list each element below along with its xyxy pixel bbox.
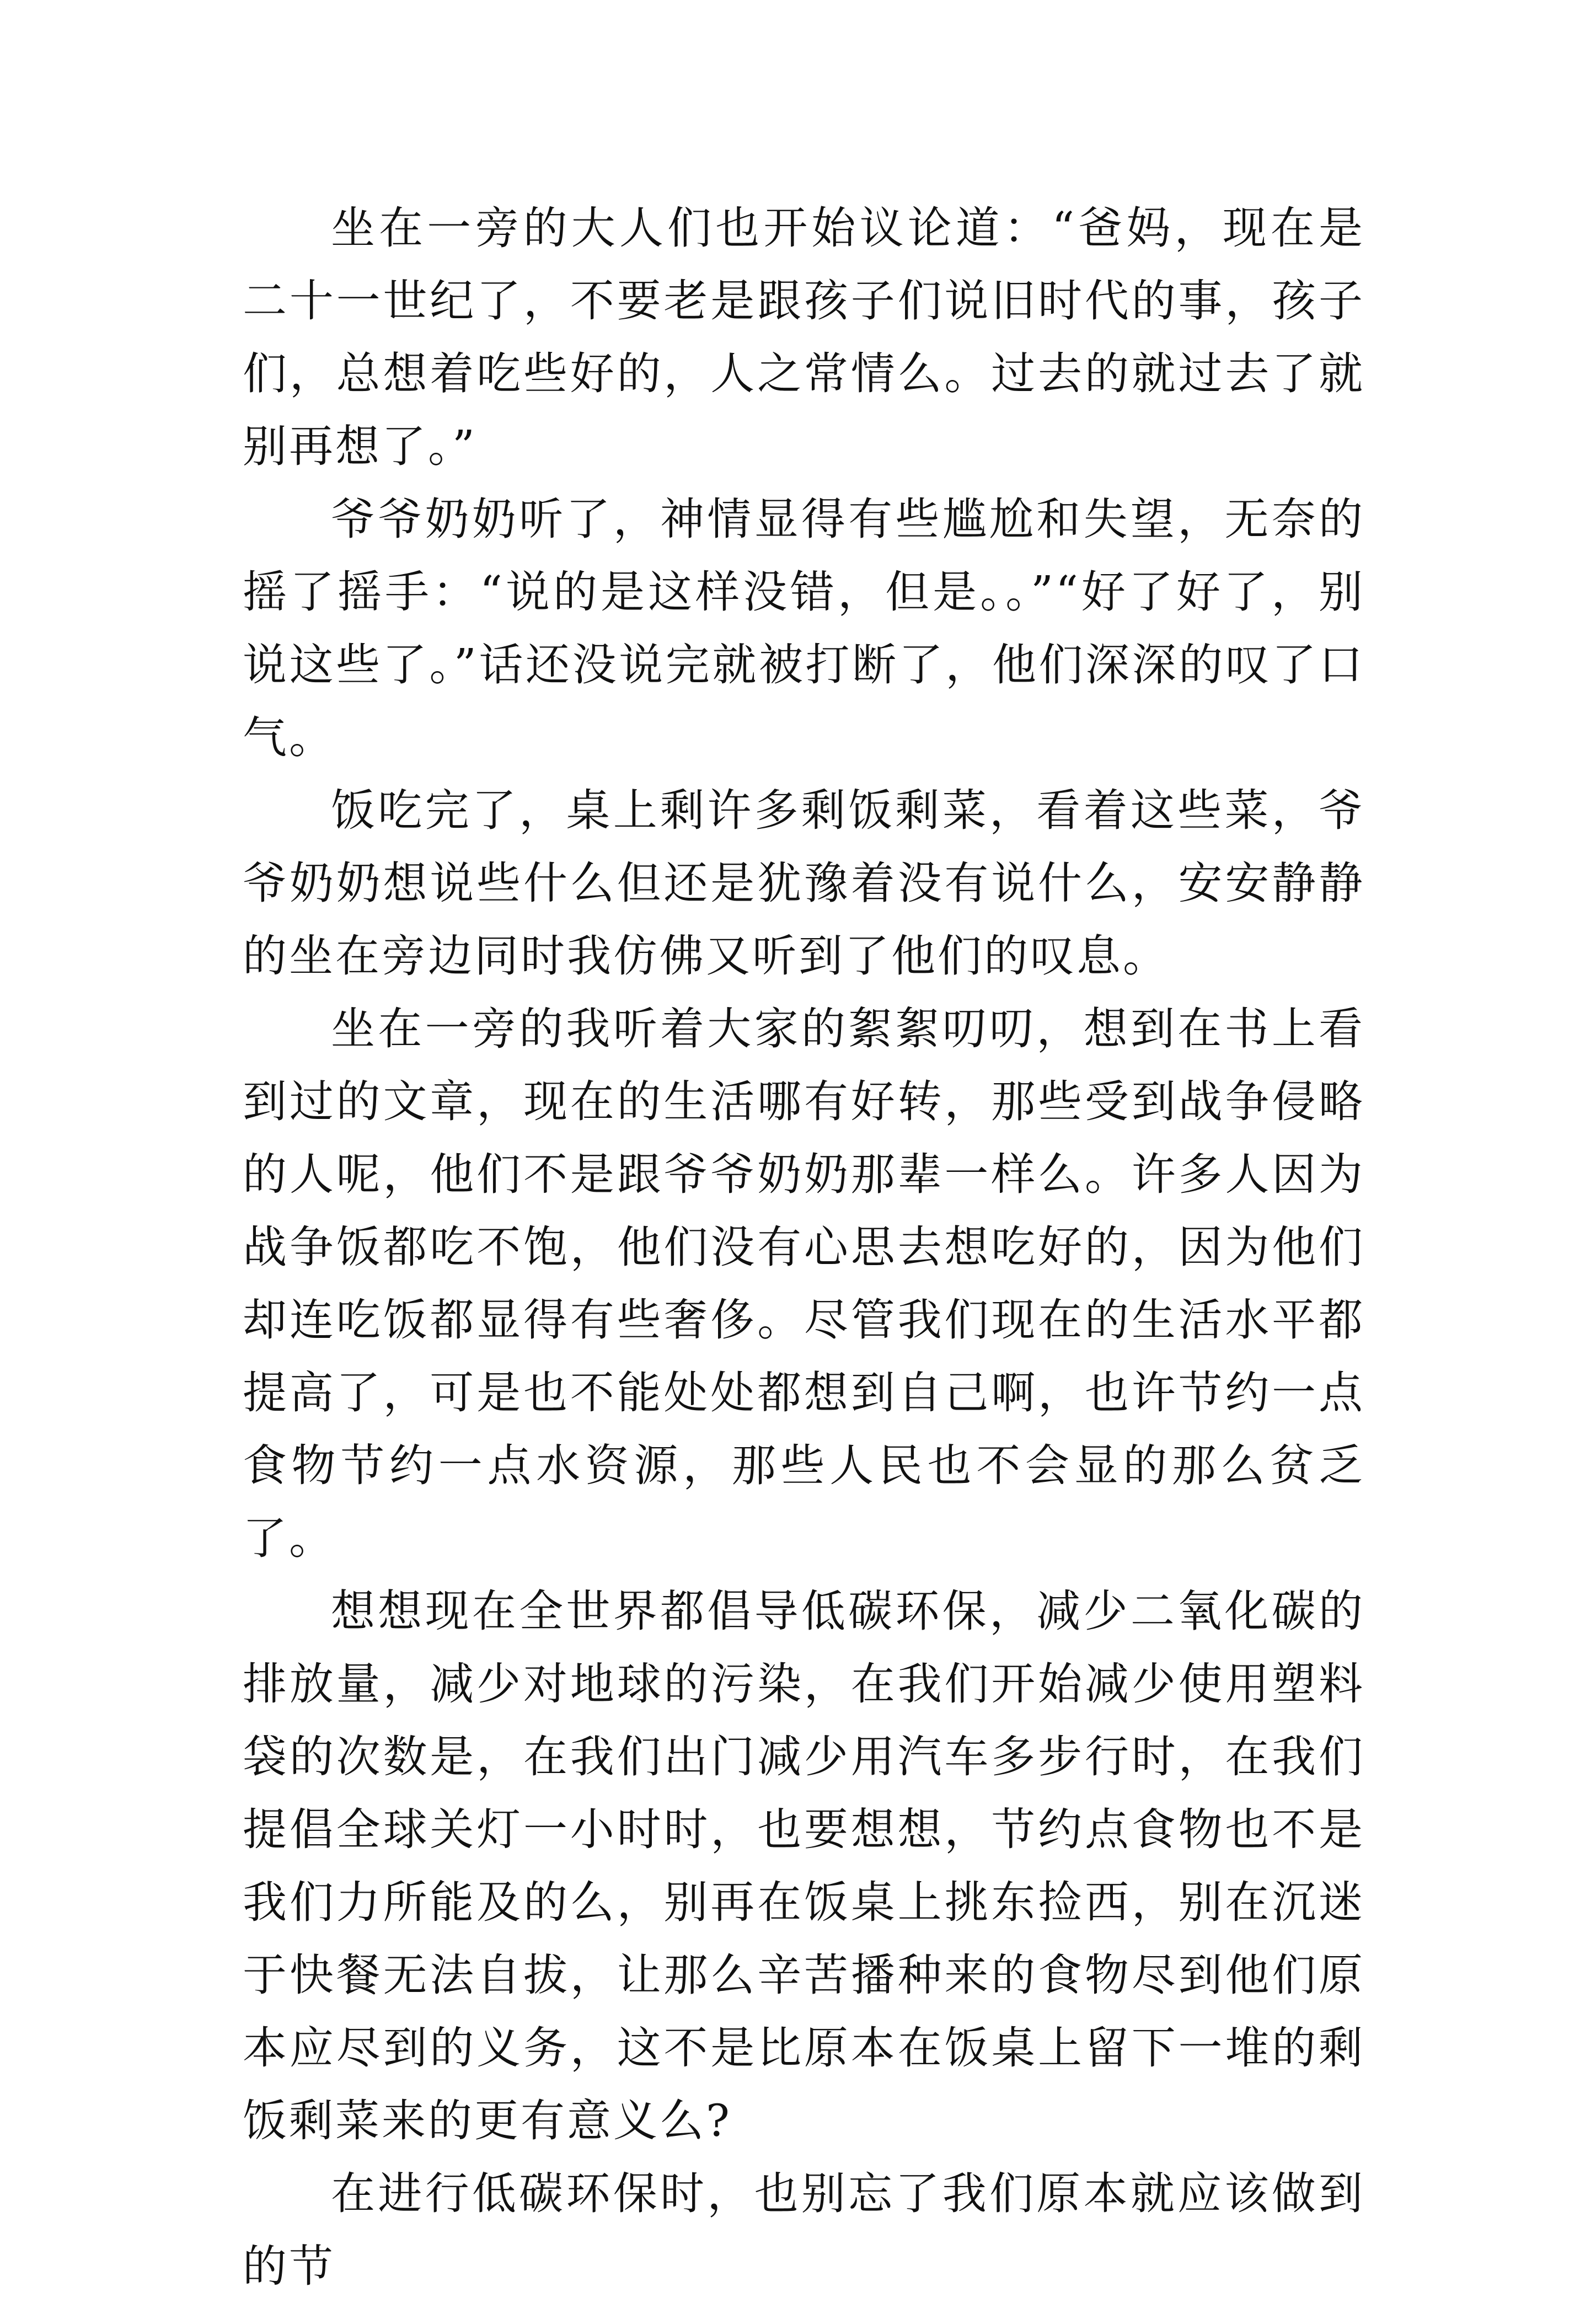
paragraph-1: 坐在一旁的大人们也开始议论道：“爸妈，现在是二十一世纪了，不要老是跟孩子们说旧时代的事，孩子们，总想着吃些好的，人之常情么。过去的就过去了就别再想了。” [243, 202, 1365, 472]
paragraph-4: 坐在一旁的我听着大家的絮絮叨叨，想到在书上看到过的文章，现在的生活哪有好转，那些受到战争侵略的人呢，他们不是跟爷爷奶奶那辈一样么。许多人因为战争饭都吃不饱，他们没有心思去想吃好的，因为他们却连吃饭都显得有些奢侈。尽管我们现在的生活水平都提高了，可是也不能处处都想到自己啊，也许节约一点食物节约一点水资源，那些人民也不会显的那么贫乏了。 [243, 1003, 1365, 1564]
paragraph-5: 想想现在全世界都倡导低碳环保，减少二氧化碳的排放量，减少对地球的污染，在我们开始减少使用塑料袋的次数是，在我们出门减少用汽车多步行时，在我们提倡全球关灯一小时时，也要想想，节约点食物也不是我们力所能及的么，别再在饭桌上挑东捡西，别在沉迷于快餐无法自拔，让那么辛苦播种来的食物尽到他们原本应尽到的义务，这不是比原本在饭桌上留下一堆的剩饭剩菜来的更有意义么? [243, 1586, 1365, 2146]
paragraph-3: 饭吃完了，桌上剩许多剩饭剩菜，看着这些菜，爷爷奶奶想说些什么但还是犹豫着没有说什么，安安静静的坐在旁边同时我仿佛又听到了他们的叹息。 [243, 785, 1365, 982]
paragraph-6: 在进行低碳环保时，也别忘了我们原本就应该做到的节 [243, 2168, 1365, 2292]
body-text [243, 192, 1365, 2303]
paragraph-2: 爷爷奶奶听了，神情显得有些尴尬和失望，无奈的摇了摇手：“说的是这样没错，但是。。”“好了好了，别说这些了。”话还没说完就被打断了，他们深深的叹了口气。 [243, 494, 1365, 763]
